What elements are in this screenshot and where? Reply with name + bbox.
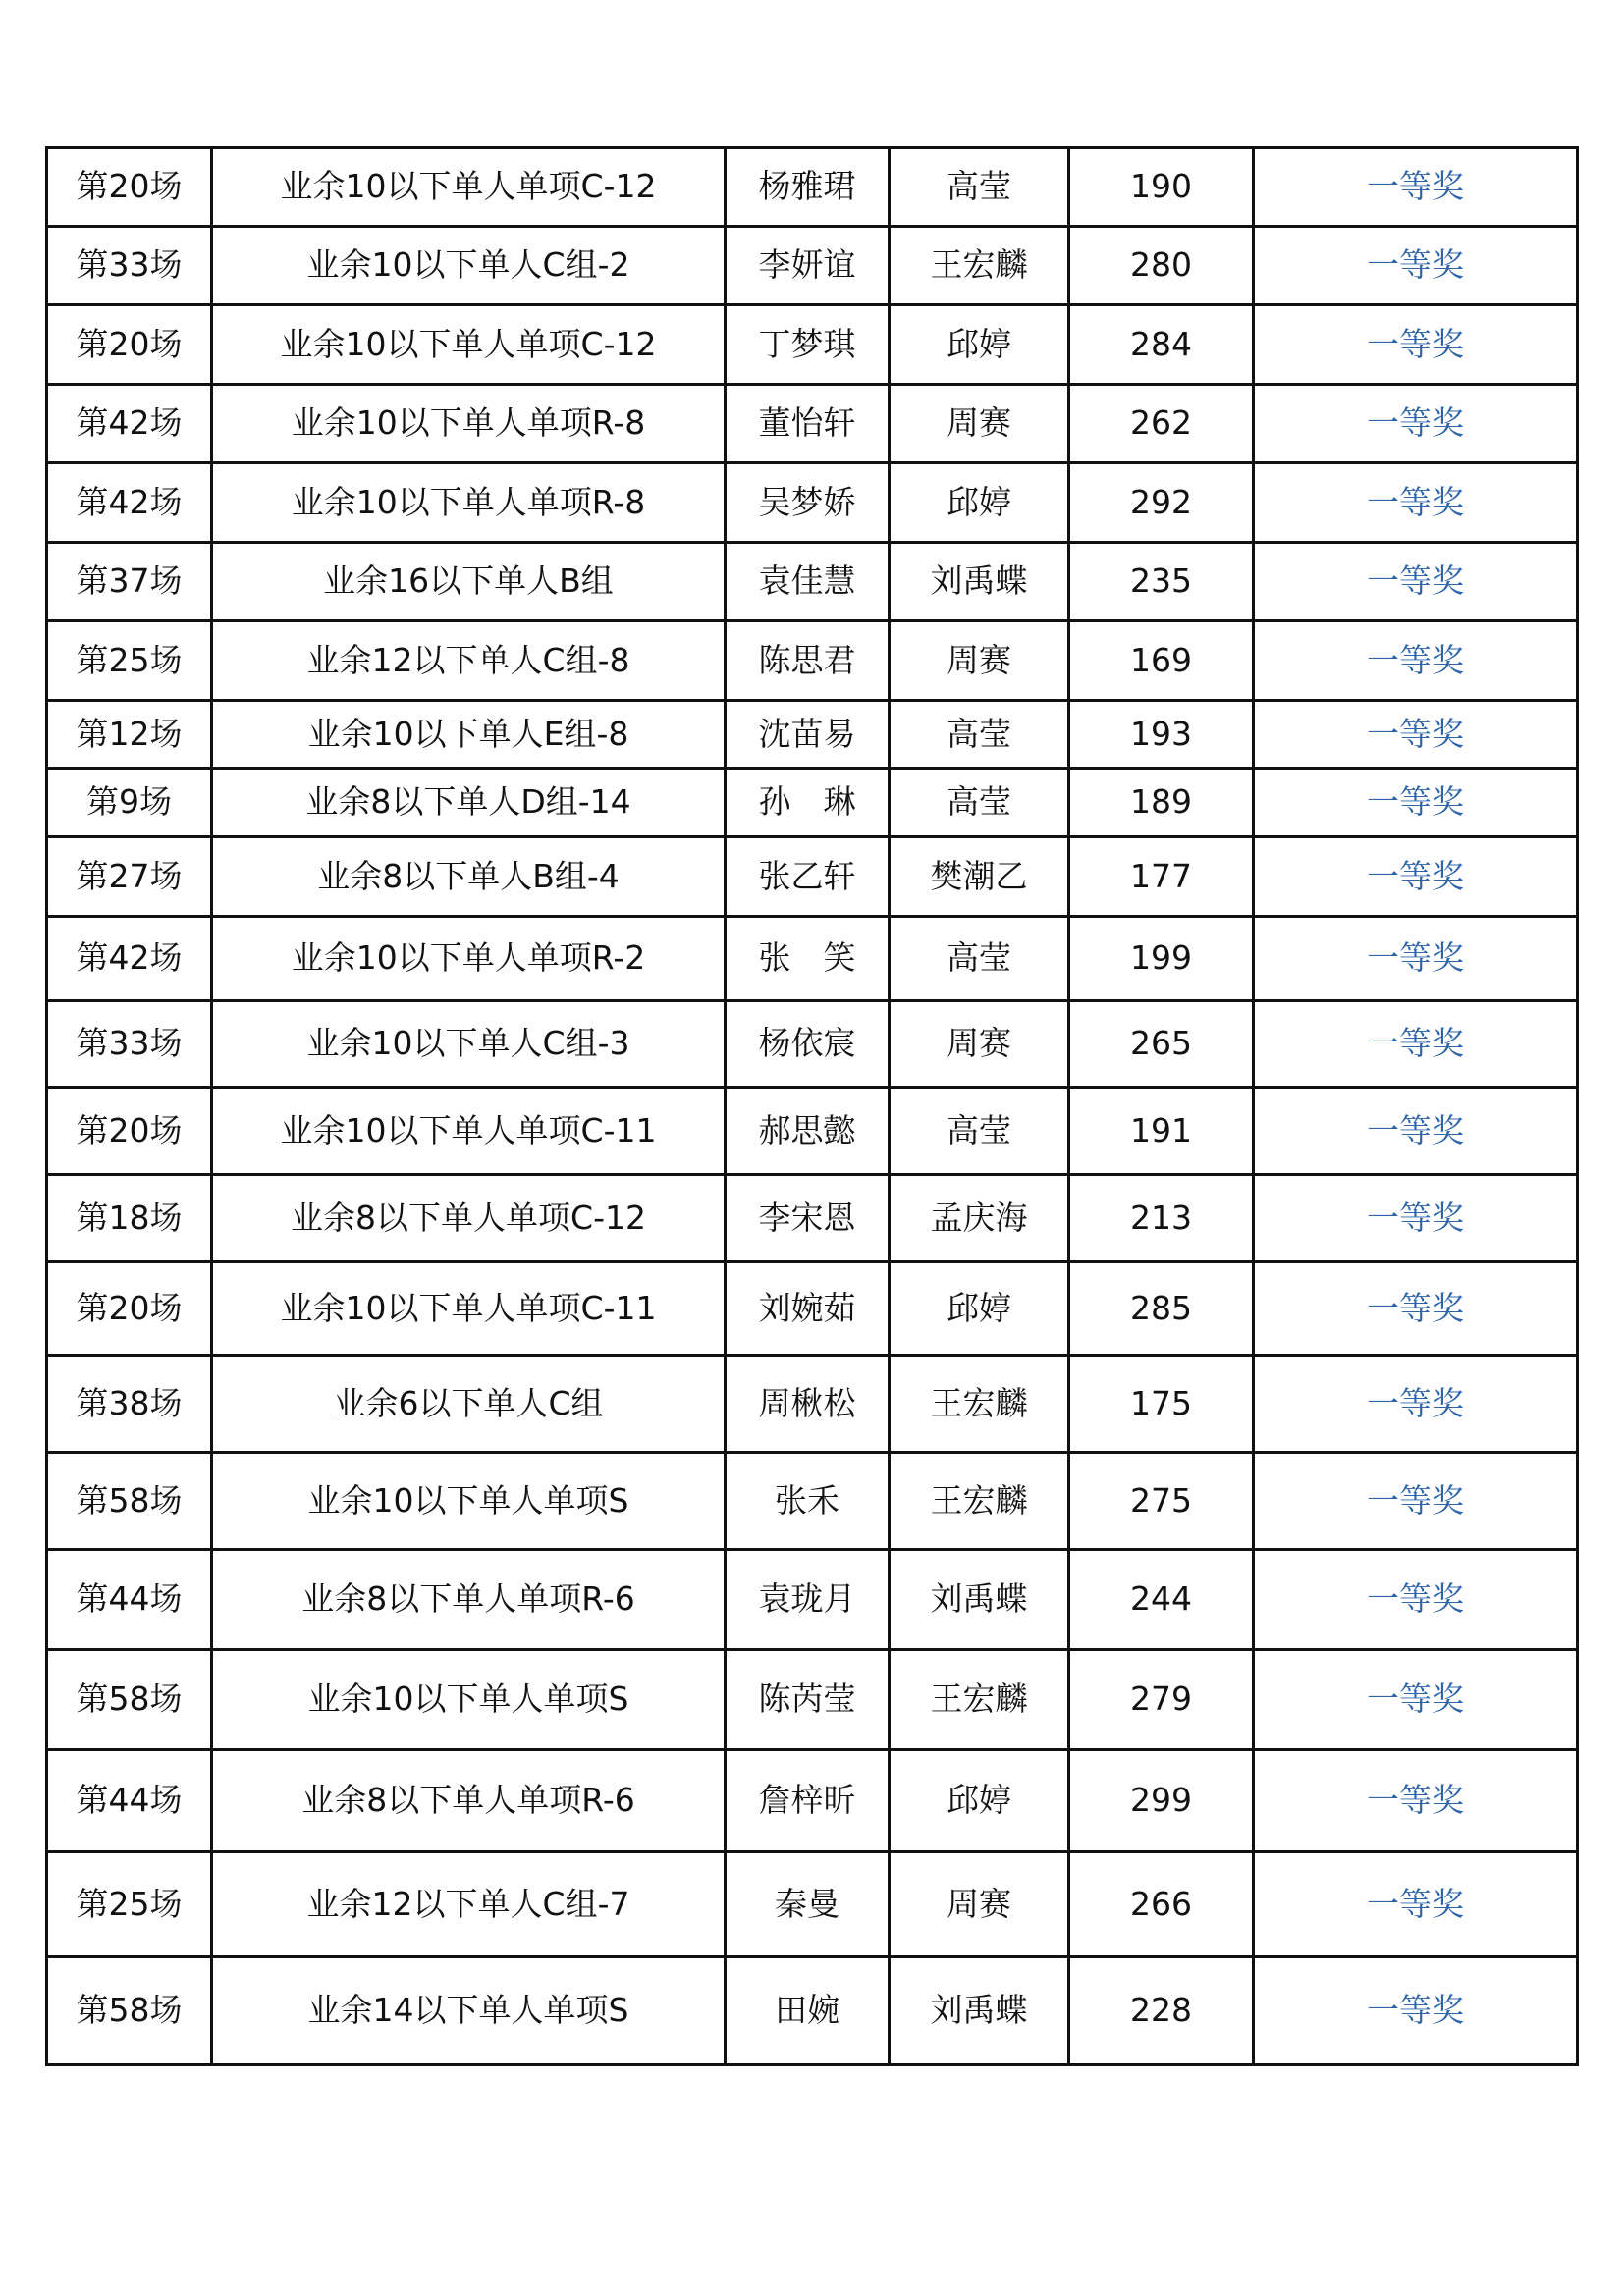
coach-cell: 高莹 (890, 917, 1069, 1001)
session-cell: 第20场 (47, 148, 212, 227)
coach-cell: 高莹 (890, 701, 1069, 769)
name-cell: 张禾 (726, 1453, 890, 1550)
results-table (45, 146, 1579, 2066)
score-cell: 262 (1069, 385, 1254, 463)
coach-cell: 高莹 (890, 769, 1069, 837)
name-cell: 沈苗易 (726, 701, 890, 769)
table-row (47, 1175, 1578, 1262)
name-cell: 周楸松 (726, 1356, 890, 1453)
table-row (47, 148, 1578, 227)
name-cell: 詹梓昕 (726, 1750, 890, 1852)
session-cell: 第58场 (47, 1957, 212, 2065)
session-cell: 第44场 (47, 1750, 212, 1852)
name-cell: 丁梦琪 (726, 305, 890, 385)
session-cell: 第42场 (47, 385, 212, 463)
event-cell: 业余10以下单人单项R-8 (212, 463, 726, 543)
session-cell: 第33场 (47, 227, 212, 305)
prize-cell: 一等奖 (1254, 837, 1578, 917)
event-cell: 业余10以下单人单项C-11 (212, 1262, 726, 1356)
prize-cell: 一等奖 (1254, 385, 1578, 463)
event-cell: 业余10以下单人单项R-8 (212, 385, 726, 463)
session-cell: 第27场 (47, 837, 212, 917)
name-cell: 杨雅珺 (726, 148, 890, 227)
coach-cell: 周赛 (890, 1001, 1069, 1088)
score-cell: 191 (1069, 1088, 1254, 1175)
table-row (47, 917, 1578, 1001)
event-cell: 业余10以下单人单项S (212, 1650, 726, 1750)
coach-cell: 邱婷 (890, 1262, 1069, 1356)
coach-cell: 刘禹蝶 (890, 1550, 1069, 1650)
session-cell: 第42场 (47, 463, 212, 543)
session-cell: 第42场 (47, 917, 212, 1001)
prize-cell: 一等奖 (1254, 148, 1578, 227)
score-cell: 299 (1069, 1750, 1254, 1852)
prize-cell: 一等奖 (1254, 1262, 1578, 1356)
session-cell: 第38场 (47, 1356, 212, 1453)
table-row (47, 305, 1578, 385)
session-cell: 第9场 (47, 769, 212, 837)
event-cell: 业余6以下单人C组 (212, 1356, 726, 1453)
score-cell: 175 (1069, 1356, 1254, 1453)
coach-cell: 王宏麟 (890, 227, 1069, 305)
event-cell: 业余8以下单人单项R-6 (212, 1750, 726, 1852)
table-row (47, 1088, 1578, 1175)
table-row (47, 1957, 1578, 2065)
name-cell: 吴梦娇 (726, 463, 890, 543)
score-cell: 213 (1069, 1175, 1254, 1262)
prize-cell: 一等奖 (1254, 1356, 1578, 1453)
event-cell: 业余10以下单人C组-2 (212, 227, 726, 305)
results-body (47, 148, 1578, 2065)
name-cell: 刘婉茹 (726, 1262, 890, 1356)
coach-cell: 刘禹蝶 (890, 543, 1069, 621)
table-row (47, 463, 1578, 543)
session-cell: 第18场 (47, 1175, 212, 1262)
prize-cell: 一等奖 (1254, 1088, 1578, 1175)
score-cell: 190 (1069, 148, 1254, 227)
prize-cell: 一等奖 (1254, 1453, 1578, 1550)
name-cell: 杨依宸 (726, 1001, 890, 1088)
table-row (47, 701, 1578, 769)
score-cell: 280 (1069, 227, 1254, 305)
prize-cell: 一等奖 (1254, 1750, 1578, 1852)
prize-cell: 一等奖 (1254, 1175, 1578, 1262)
coach-cell: 周赛 (890, 621, 1069, 701)
name-cell: 孙 琳 (726, 769, 890, 837)
prize-cell: 一等奖 (1254, 227, 1578, 305)
name-cell: 李宋恩 (726, 1175, 890, 1262)
session-cell: 第33场 (47, 1001, 212, 1088)
event-cell: 业余10以下单人E组-8 (212, 701, 726, 769)
coach-cell: 周赛 (890, 385, 1069, 463)
event-cell: 业余10以下单人C组-3 (212, 1001, 726, 1088)
session-cell: 第20场 (47, 305, 212, 385)
session-cell: 第44场 (47, 1550, 212, 1650)
name-cell: 袁佳慧 (726, 543, 890, 621)
prize-cell: 一等奖 (1254, 1550, 1578, 1650)
event-cell: 业余16以下单人B组 (212, 543, 726, 621)
session-cell: 第37场 (47, 543, 212, 621)
table-row (47, 1550, 1578, 1650)
event-cell: 业余10以下单人单项S (212, 1453, 726, 1550)
event-cell: 业余12以下单人C组-8 (212, 621, 726, 701)
prize-cell: 一等奖 (1254, 917, 1578, 1001)
table-row (47, 1750, 1578, 1852)
name-cell: 田婉 (726, 1957, 890, 2065)
coach-cell: 高莹 (890, 1088, 1069, 1175)
score-cell: 244 (1069, 1550, 1254, 1650)
coach-cell: 邱婷 (890, 1750, 1069, 1852)
coach-cell: 周赛 (890, 1852, 1069, 1957)
coach-cell: 樊潮乙 (890, 837, 1069, 917)
name-cell: 张 笑 (726, 917, 890, 1001)
prize-cell: 一等奖 (1254, 305, 1578, 385)
score-cell: 169 (1069, 621, 1254, 701)
table-row (47, 227, 1578, 305)
coach-cell: 王宏麟 (890, 1650, 1069, 1750)
score-cell: 279 (1069, 1650, 1254, 1750)
score-cell: 199 (1069, 917, 1254, 1001)
name-cell: 陈芮莹 (726, 1650, 890, 1750)
table-row (47, 1650, 1578, 1750)
score-cell: 285 (1069, 1262, 1254, 1356)
session-cell: 第58场 (47, 1453, 212, 1550)
event-cell: 业余10以下单人单项C-12 (212, 148, 726, 227)
prize-cell: 一等奖 (1254, 463, 1578, 543)
name-cell: 秦曼 (726, 1852, 890, 1957)
event-cell: 业余14以下单人单项S (212, 1957, 726, 2065)
event-cell: 业余8以下单人B组-4 (212, 837, 726, 917)
event-cell: 业余10以下单人单项C-11 (212, 1088, 726, 1175)
event-cell: 业余12以下单人C组-7 (212, 1852, 726, 1957)
session-cell: 第20场 (47, 1088, 212, 1175)
score-cell: 266 (1069, 1852, 1254, 1957)
score-cell: 275 (1069, 1453, 1254, 1550)
score-cell: 177 (1069, 837, 1254, 917)
table-row (47, 1453, 1578, 1550)
event-cell: 业余8以下单人D组-14 (212, 769, 726, 837)
table-row (47, 837, 1578, 917)
coach-cell: 王宏麟 (890, 1453, 1069, 1550)
event-cell: 业余8以下单人单项C-12 (212, 1175, 726, 1262)
score-cell: 265 (1069, 1001, 1254, 1088)
name-cell: 董怡轩 (726, 385, 890, 463)
coach-cell: 高莹 (890, 148, 1069, 227)
score-cell: 284 (1069, 305, 1254, 385)
name-cell: 张乙轩 (726, 837, 890, 917)
session-cell: 第12场 (47, 701, 212, 769)
table-row (47, 1001, 1578, 1088)
coach-cell: 邱婷 (890, 305, 1069, 385)
prize-cell: 一等奖 (1254, 1001, 1578, 1088)
prize-cell: 一等奖 (1254, 621, 1578, 701)
coach-cell: 孟庆海 (890, 1175, 1069, 1262)
name-cell: 李妍谊 (726, 227, 890, 305)
table-row (47, 1356, 1578, 1453)
table-row (47, 543, 1578, 621)
table-row (47, 769, 1578, 837)
prize-cell: 一等奖 (1254, 701, 1578, 769)
prize-cell: 一等奖 (1254, 769, 1578, 837)
score-cell: 235 (1069, 543, 1254, 621)
coach-cell: 王宏麟 (890, 1356, 1069, 1453)
session-cell: 第20场 (47, 1262, 212, 1356)
session-cell: 第25场 (47, 621, 212, 701)
event-cell: 业余8以下单人单项R-6 (212, 1550, 726, 1650)
prize-cell: 一等奖 (1254, 1852, 1578, 1957)
session-cell: 第25场 (47, 1852, 212, 1957)
name-cell: 陈思君 (726, 621, 890, 701)
table-row (47, 1262, 1578, 1356)
prize-cell: 一等奖 (1254, 543, 1578, 621)
score-cell: 228 (1069, 1957, 1254, 2065)
score-cell: 193 (1069, 701, 1254, 769)
score-cell: 292 (1069, 463, 1254, 543)
prize-cell: 一等奖 (1254, 1650, 1578, 1750)
coach-cell: 刘禹蝶 (890, 1957, 1069, 2065)
coach-cell: 邱婷 (890, 463, 1069, 543)
event-cell: 业余10以下单人单项C-12 (212, 305, 726, 385)
table-row (47, 1852, 1578, 1957)
name-cell: 郝思懿 (726, 1088, 890, 1175)
name-cell: 袁珑月 (726, 1550, 890, 1650)
table-row (47, 621, 1578, 701)
prize-cell: 一等奖 (1254, 1957, 1578, 2065)
session-cell: 第58场 (47, 1650, 212, 1750)
score-cell: 189 (1069, 769, 1254, 837)
event-cell: 业余10以下单人单项R-2 (212, 917, 726, 1001)
table-row (47, 385, 1578, 463)
